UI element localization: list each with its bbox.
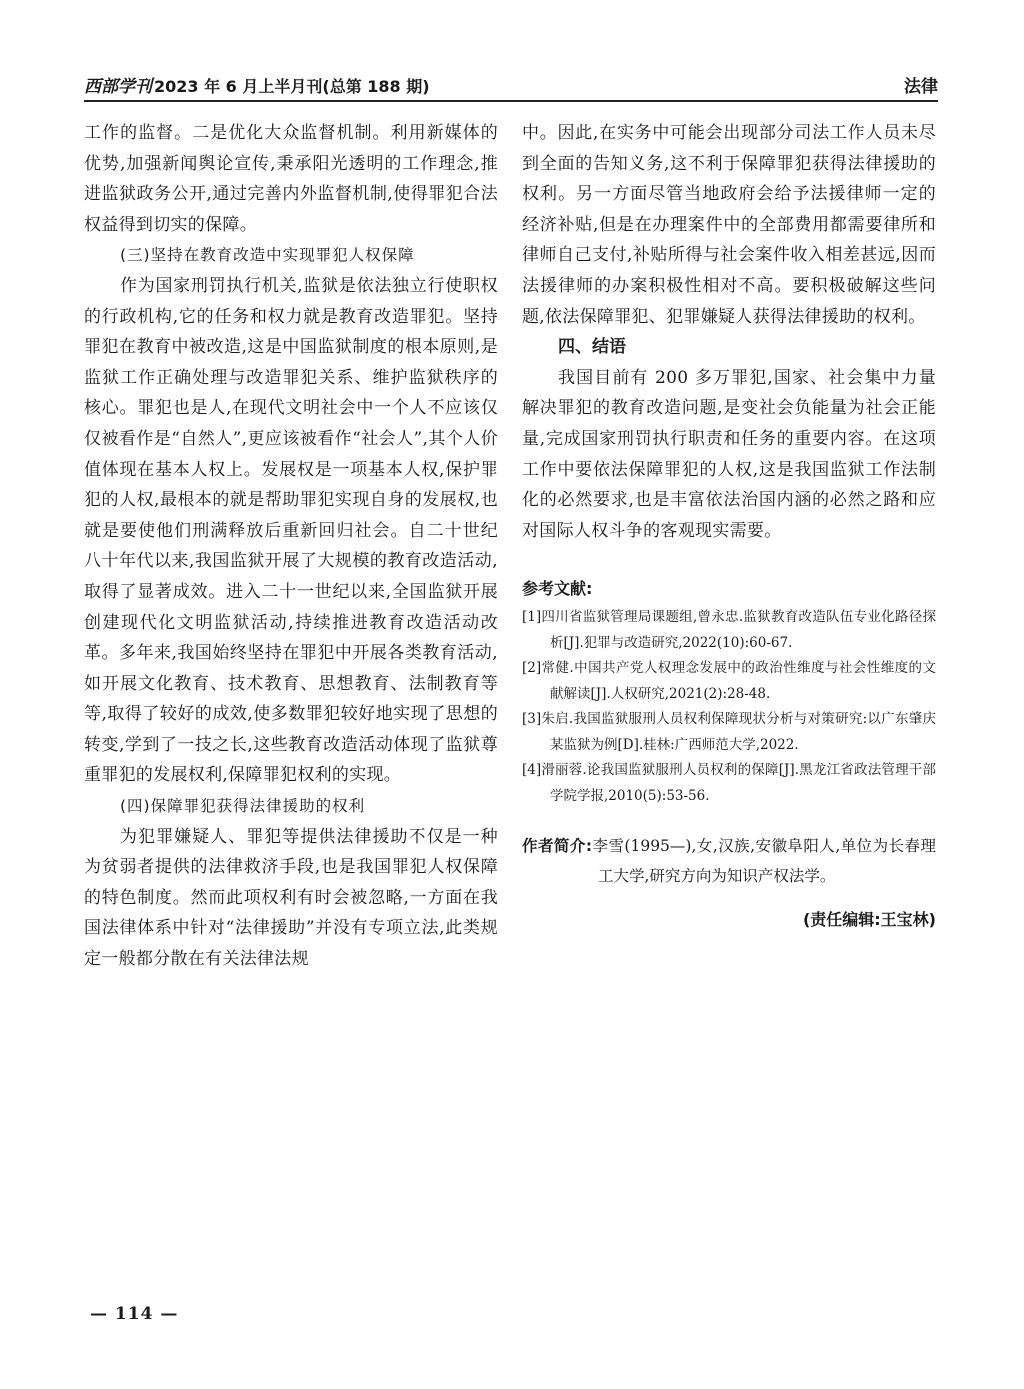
subsection-heading: (三)坚持在教育改造中实现罪犯人权保障	[120, 246, 415, 265]
paragraph: 作为国家刑罚执行机关,监狱是依法独立行使职权的行政机构,它的任务和权力就是教育改造罪犯。坚持罪犯在教育中被改造,这是中国监狱制度的根本原则,是监狱工作正确处理与改造罪犯关系、维护监狱秩序的核心。罪犯也是人,在现代文明社会中一个人不应该仅仅被看作是“自然人”,更应该被看作“社会人”,其个人价值体现在基本人权上。发展权是一项基本人权,保护罪犯的人权,最根本的就是帮助罪犯实现自身的发展权,也就是要使他们刑满释放后重新回归社会。自二十世纪八十年代以来,我国监狱开展了大规模的教育改造活动,取得了显著成效。进入二十一世纪以来,全国监狱开展创建现代化文明监狱活动,持续推进教育改造活动改革。多年来,我国始终坚持在罪犯中开展各类教育活动,如开展文化教育、技术教育、思想教育、法制教育等等,取得了较好的成效,使多数罪犯较好地实现了思想的转变,学到了一技之长,这些教育改造活动体现了监狱尊重罪犯的发展权利,保障罪犯权利的实现。	[84, 275, 498, 786]
section-heading: 四、结语	[558, 337, 626, 358]
editor-credit: (责任编辑:王宝林)	[802, 909, 936, 929]
author-text: 李雪(1995—),女,汉族,安徽阜阳人,单位为长春理工大学,研究方向为知识产权法学。	[592, 837, 937, 886]
author-label: 作者简介:	[522, 837, 593, 856]
subsection-heading: (四)保障罪犯获得法律援助的权利	[120, 797, 366, 816]
author-bio	[522, 831, 936, 891]
journal-issue	[84, 72, 430, 97]
right-column	[522, 118, 936, 930]
paragraph: 我国目前有 200 多万罪犯,国家、社会集中力量解决罪犯的教育改造问题,是变社会负能量为社会正能量,完成国家刑罚执行职责和任务的重要内容。在这项工作中要依法保障罪犯的人权,这是我国监狱工作法制化的必然要求,也是丰富依法治国内涵的必然之路和应对国际人权斗争的客观现实需要。	[522, 367, 936, 541]
page-header	[84, 70, 938, 102]
references-heading: 参考文献:	[522, 579, 593, 599]
section-name: 法律	[904, 77, 938, 97]
paragraph: 为犯罪嫌疑人、罪犯等提供法律援助不仅是一种为贫弱者提供的法律救济手段,也是我国罪犯人权保障的特色制度。然而此项权利有时会被忽略,一方面在我国法律体系中针对“法律援助”并没有专项立法,此类规定一般都分散在有关法律法规	[84, 826, 498, 970]
issue-info: 2023 年 6 月上半月刊(总第 188 期)	[154, 77, 430, 96]
reference-item: [1]四川省监狱管理局课题组,曾永忠.监狱教育改造队伍专业化路径探析[J].犯罪与改造研究,2022(10):60-67.	[522, 609, 936, 651]
reference-item: [3]朱启.我国监狱服刑人员权利保障现状分析与对策研究:以广东肇庆某监狱为例[D].桂林:广西师范大学,2022.	[522, 711, 936, 753]
reference-item: [4]滑丽蓉.论我国监狱服刑人员权利的保障[J].黑龙江省政法管理干部学院学报,2010(5):53-56.	[522, 762, 936, 804]
journal-logo: 西部学刊	[84, 77, 152, 97]
page-number: — 114 —	[90, 1304, 179, 1324]
paragraph: 中。因此,在实务中可能会出现部分司法工作人员未尽到全面的告知义务,这不利于保障罪犯获得法律援助的权利。另一方面尽管当地政府会给予法援律师一定的经济补贴,但是在办理案件中的全部费用都需要律所和律师自己支付,补贴所得与社会案件收入相差甚远,因而法援律师的办案积极性相对不高。要积极破解这些问题,依法保障罪犯、犯罪嫌疑人获得法律援助的权利。	[522, 123, 936, 327]
left-column	[84, 118, 498, 975]
reference-item: [2]常健.中国共产党人权理念发展中的政治性维度与社会性维度的文献解读[J].人权研究,2021(2):28-48.	[522, 660, 936, 702]
paragraph: 工作的监督。二是优化大众监督机制。利用新媒体的优势,加强新闻舆论宣传,秉承阳光透明的工作理念,推进监狱政务公开,通过完善内外监督机制,使得罪犯合法权益得到切实的保障。	[84, 123, 498, 235]
